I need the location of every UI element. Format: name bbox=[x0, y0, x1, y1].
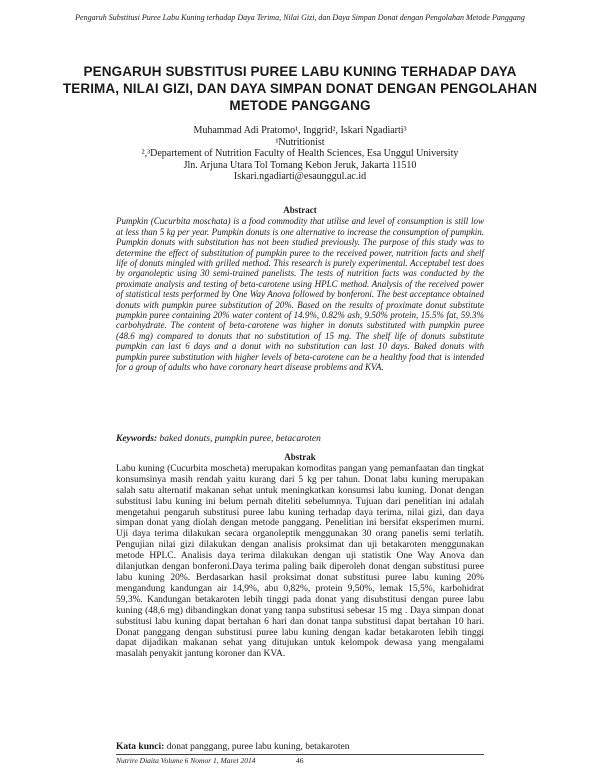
abstrak-text: Labu kuning (Cucurbita moscheta) merupakan komoditas pangan yang pemanfaatan dan tingkat konsumsinya masih rendah yaitu kurang dari 5 kg per tahun. Donat labu kuning merupakan salah satu alternatif makanan sehat untuk meningkatkan konsumsi labu kuning. Donat dengan substitusi labu kuning ini belum pernah diteliti sebelumnya. Tujuan dari penelitian ini adalah mengetahui pengaruh substitusi puree labu kuning terhadap daya terima, nilai gizi, dan daya simpan donat yang diolah dengan metode panggang. Penelitian ini bersifat eksperimen murni. Uji daya terima dilakukan secara organoleptik menggunakan 30 orang panelis semi terlatih. Pengujian nilai gizi dilakukan dengan analisis proksimat dan uji betakaroten menggunakan metode HPLC. Analisis daya terima dilakukan dengan uji statistik One Way Anova dan dilanjutkan dengan bonferoni.Daya terima paling baik diperoleh donat dengan substitusi puree labu kuning 20%. Berdasarkan hasil proksimat donat substitusi puree labu kuning 20% mengandung kandungan air 14,9%, abu 0,82%, protein 9,50%, lemak 15,5%, karbohidrat 59,3%. Kandungan betakaroten lebih tinggi pada donat yang disubstitusi dengan puree labu kuning (48,6 mg) dibandingkan donat yang tanpa substitusi sebesar 15 mg . Daya simpan donat substitusi labu kuning dapat bertahan 6 hari dan donat tanpa substitusi dapat bertahan 10 hari. Donat panggang dengan substitusi puree labu kuning dengan kadar betakaroten lebih tinggi dapat dijadikan makanan sehat yang ditujukan untuk kelompok dewasa yang mengalami masalah penyakit jantung koroner dan KVA. bbox=[116, 463, 484, 660]
abstract-english bbox=[116, 205, 484, 373]
author-address: Jln. Arjuna Utara Tol Tomang Kebon Jeruk, Jakarta 11510 bbox=[183, 159, 417, 171]
keywords-text: baked donuts, pumpkin puree, betacaroten bbox=[157, 434, 321, 444]
author-block bbox=[60, 125, 540, 183]
running-head: Pengaruh Substitusi Puree Labu Kuning terhadap Daya Terima, Nilai Gizi, dan Daya Simpan Donat dengan Pengolahan Metode Panggang bbox=[75, 13, 525, 22]
abstrak-indonesian bbox=[116, 452, 484, 660]
keywords-english bbox=[116, 433, 484, 445]
author-names: Muhammad Adi Pratomo¹, Inggrid², Iskari Ngadiarti³ bbox=[193, 125, 407, 136]
abstract-heading: Abstract bbox=[283, 205, 317, 215]
author-role: ¹Nutritionist bbox=[275, 136, 325, 148]
author-email: Iskari.ngadiarti@esaunggul.ac.id bbox=[233, 171, 367, 182]
journal-info: Nutrire Diaita Volume 6 Nomor 1, Maret 2014 bbox=[116, 756, 256, 765]
footer-divider bbox=[116, 754, 484, 755]
paper-title: PENGARUH SUBSTITUSI PUREE LABU KUNING TERHADAP DAYA TERIMA, NILAI GIZI, DAN DAYA SIMPAN DONAT DENGAN PENGOLAHAN METODE PANGGANG bbox=[62, 64, 538, 113]
kata-kunci-label: Kata kunci: bbox=[116, 742, 165, 752]
page-footer bbox=[116, 756, 484, 766]
abstract-text: Pumpkin (Cucurbita moschata) is a food commodity that utilise and level of consumption is still low at less than 5 kg per year. Pumpkin donuts is one alternative to increase the consumption of pumpkin. Pumpkin donuts with substitution has not been studied previously. The purpose of this study was to determine the effect of substitution of pumpkin puree to the received power, nutrition facts and shelf life of donuts mingled with grilled method. This research is purely experimental. Acceptabel test does by organoleptic using 30 semi-trained panelists. The tests of nutrition facts was conducted by the proximate analysis and testing of beta-carotene using HPLC method. Analysis of the received power of statistical tests performed by One Way Anova followed by bonferoni. The best acceptance obtained donuts with pumpkin puree substitution of 20%. Based on the results of proximate donut substitute pumpkin puree containing 20% water content of 14.9%, 0.82% ash, 9.50% protein, 15.5% fat, 59.3% carbohydrate. The content of beta-carotene was higher in donuts substituted with pumpkin puree (48.6 mg) compared to donuts that no substitution of 15 mg. The shelf life of donuts substitute pumpkin can last 6 days and a donut with no substitution can last 10 days. Baked donuts with pumpkin puree substitution with higher levels of beta-carotene can be a healthy food that is intended for a group of adults who have coronary heart disease problems and KVA. bbox=[116, 216, 484, 373]
keywords-label: Keywords: bbox=[116, 434, 158, 444]
keywords-indonesian bbox=[116, 741, 484, 753]
abstrak-heading: Abstrak bbox=[284, 452, 316, 462]
author-affiliation: ²,³Departement of Nutrition Faculty of Health Sciences, Esa Unggul University bbox=[141, 148, 459, 159]
page-number: 46 bbox=[296, 756, 304, 765]
kata-kunci-text: donat panggang, puree labu kuning, betakaroten bbox=[164, 742, 350, 752]
